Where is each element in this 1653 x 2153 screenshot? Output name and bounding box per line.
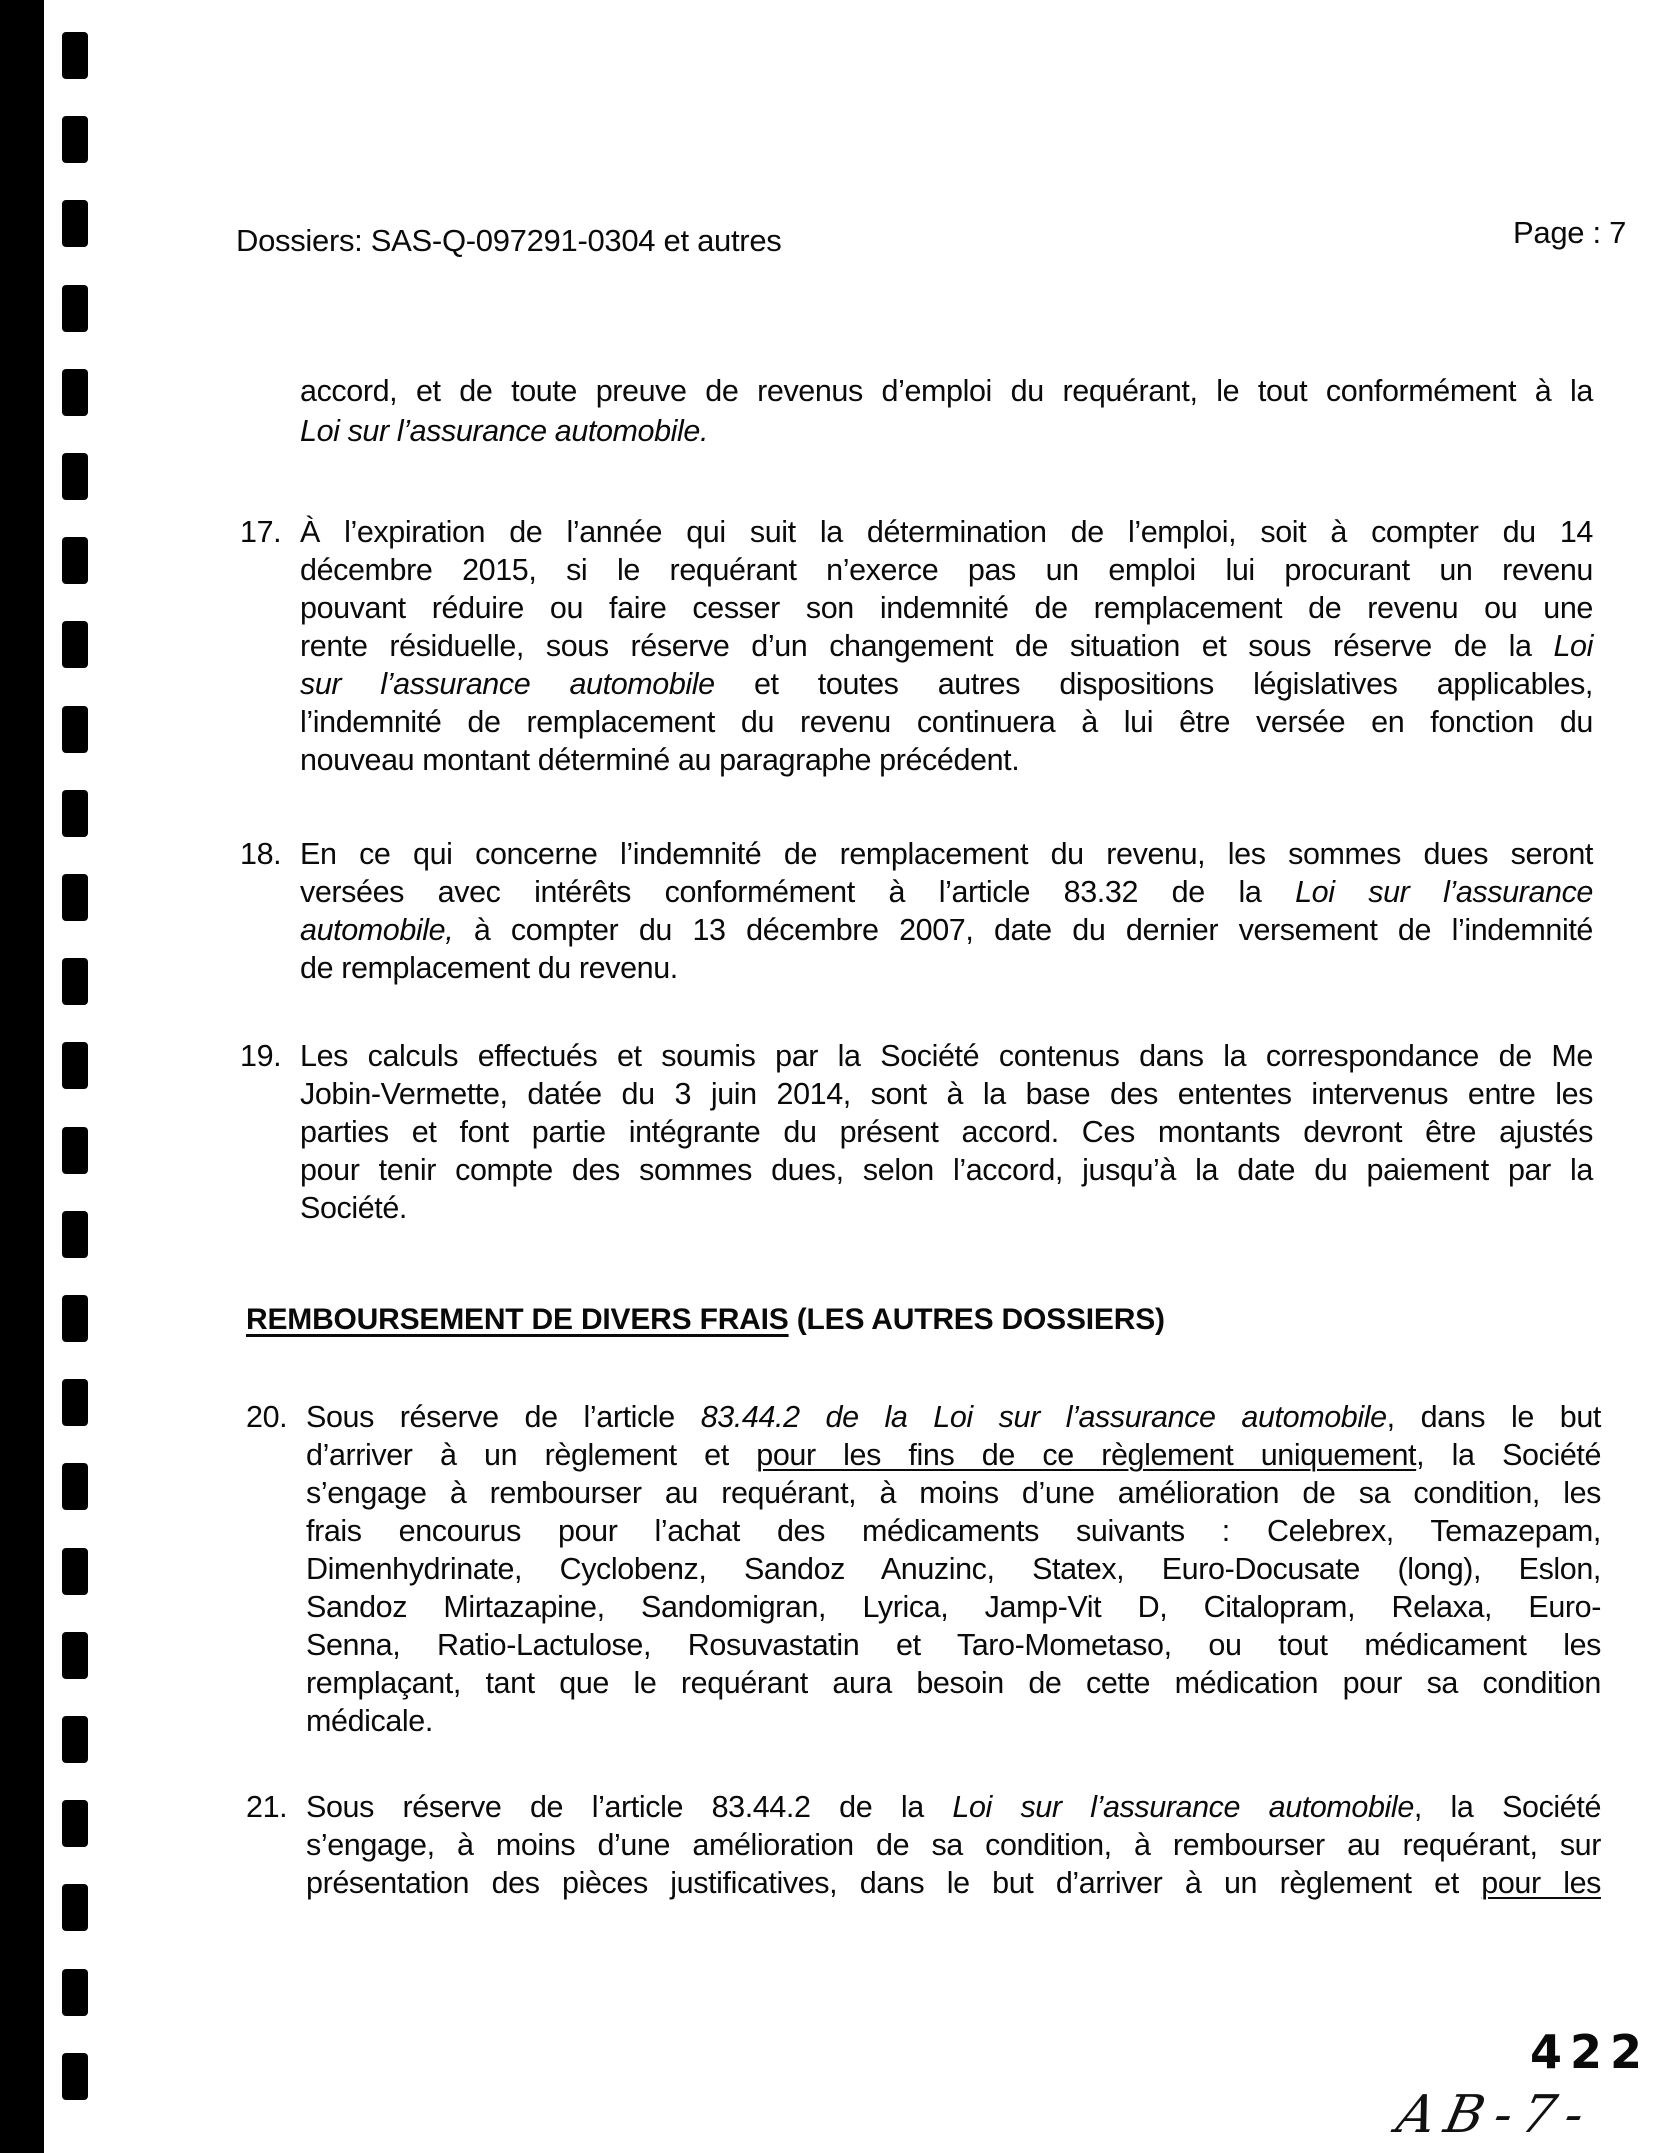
punch-hole bbox=[62, 1716, 88, 1763]
p18-line-4: de remplacement du revenu. bbox=[300, 951, 678, 985]
punch-hole bbox=[62, 621, 88, 668]
p20-line-5: Dimenhydrinate, Cyclobenz, Sandoz Anuzinc, Statex, Euro-Docusate (long), Eslon, bbox=[306, 1552, 1601, 1586]
punch-hole bbox=[62, 32, 88, 79]
punch-hole bbox=[62, 1800, 88, 1847]
punch-hole bbox=[62, 1127, 88, 1174]
punch-hole bbox=[62, 285, 88, 332]
p18-line-1: En ce qui concerne l’indemnité de remplacement du revenu, les sommes dues seront bbox=[300, 837, 1593, 871]
p20-line-3: s’engage à rembourser au requérant, à moins d’une amélioration de sa condition, les bbox=[306, 1476, 1601, 1510]
p19-line-2: Jobin-Vermette, datée du 3 juin 2014, sont à la base des ententes intervenus entre les bbox=[300, 1077, 1593, 1111]
paragraph-number-20: 20. bbox=[246, 1400, 288, 1434]
punch-hole bbox=[62, 1969, 88, 2016]
section-heading bbox=[246, 1303, 1165, 1337]
p17-line-2: décembre 2015, si le requérant n’exerce pas un emploi lui procurant un revenu bbox=[300, 553, 1593, 587]
punch-hole bbox=[62, 537, 88, 584]
p20-line-7: Senna, Ratio-Lactulose, Rosuvastatin et Taro-Mometaso, ou tout médicament les bbox=[306, 1628, 1601, 1662]
dossier-reference: Dossiers: SAS-Q-097291-0304 et autres bbox=[236, 223, 782, 258]
p19-line-4: pour tenir compte des sommes dues, selon l’accord, jusqu’à la date du paiement par la bbox=[300, 1153, 1593, 1187]
p21-line-3: présentation des pièces justificatives, dans le but d’arriver à un règlement et pour les bbox=[306, 1866, 1601, 1900]
p21-line-1: Sous réserve de l’article 83.44.2 de la Loi sur l’assurance automobile, la Société bbox=[306, 1790, 1602, 1824]
p17-line-6: l’indemnité de remplacement du revenu continuera à lui être versée en fonction du bbox=[300, 705, 1593, 739]
p18-line-2: versées avec intérêts conformément à l’article 83.32 de la Loi sur l’assurance bbox=[300, 875, 1593, 909]
section-heading-underlined: REMBOURSEMENT DE DIVERS FRAIS bbox=[246, 1303, 789, 1336]
punch-hole bbox=[62, 706, 88, 753]
page-stamp-number: 422 bbox=[1530, 2025, 1651, 2079]
handwritten-annotation: AB-7- bbox=[1391, 2085, 1600, 2145]
p17-line-4: rente résiduelle, sous réserve d’un changement de situation et sous réserve de la Loi bbox=[300, 629, 1593, 663]
law-title: Loi sur l’assurance automobile. bbox=[300, 414, 709, 448]
p17-line-7: nouveau montant déterminé au paragraphe précédent. bbox=[300, 743, 1020, 777]
p20-line-6: Sandoz Mirtazapine, Sandomigran, Lyrica, Jamp-Vit D, Citalopram, Relaxa, Euro- bbox=[306, 1590, 1601, 1624]
continuation-line-2 bbox=[300, 412, 708, 450]
p19-line-3: parties et font partie intégrante du présent accord. Ces montants devront être ajustés bbox=[300, 1115, 1593, 1149]
paragraph-number-19: 19. bbox=[240, 1039, 282, 1073]
paragraph-number-21: 21. bbox=[246, 1790, 288, 1824]
punch-hole bbox=[62, 1379, 88, 1426]
punch-hole bbox=[62, 1548, 88, 1595]
scan-binding-edge bbox=[0, 0, 44, 2153]
punch-hole bbox=[62, 369, 88, 416]
p17-line-1: À l’expiration de l’année qui suit la détermination de l’emploi, soit à compter du 14 bbox=[300, 515, 1593, 549]
punch-hole bbox=[62, 874, 88, 921]
p17-line-3: pouvant réduire ou faire cesser son indemnité de remplacement de revenu ou une bbox=[300, 591, 1593, 625]
punch-hole bbox=[62, 1463, 88, 1510]
paragraph-number-17: 17. bbox=[240, 515, 282, 549]
p20-line-8: remplaçant, tant que le requérant aura besoin de cette médication pour sa condition bbox=[306, 1666, 1601, 1700]
punch-hole bbox=[62, 1211, 88, 1258]
p18-line-3: automobile, à compter du 13 décembre 2007, date du dernier versement de l’indemnité bbox=[300, 913, 1593, 947]
punch-hole bbox=[62, 453, 88, 500]
p19-line-5: Société. bbox=[300, 1191, 408, 1225]
punch-hole bbox=[62, 116, 88, 163]
punch-hole bbox=[62, 1884, 88, 1931]
page-number: Page : 7 bbox=[1513, 215, 1627, 250]
p19-line-1: Les calculs effectués et soumis par la Société contenus dans la correspondance de Me bbox=[300, 1039, 1593, 1073]
punch-hole bbox=[62, 1632, 88, 1679]
p20-line-2: d’arriver à un règlement et pour les fins de ce règlement uniquement, la Société bbox=[306, 1438, 1602, 1472]
continuation-line-1: accord, et de toute preuve de revenus d’emploi du requérant, le tout conformément à la bbox=[300, 374, 1593, 408]
section-heading-rest: (LES AUTRES DOSSIERS) bbox=[788, 1303, 1165, 1336]
p21-line-2: s’engage, à moins d’une amélioration de sa condition, à rembourser au requérant, sur bbox=[306, 1828, 1601, 1862]
punch-hole bbox=[62, 958, 88, 1005]
p20-line-1: Sous réserve de l’article 83.44.2 de la Loi sur l’assurance automobile, dans le but bbox=[306, 1400, 1601, 1434]
punch-hole bbox=[62, 1042, 88, 1089]
paragraph-number-18: 18. bbox=[240, 837, 282, 871]
p20-line-9: médicale. bbox=[306, 1704, 433, 1738]
punch-hole bbox=[62, 2053, 88, 2100]
punch-hole bbox=[62, 200, 88, 247]
p20-line-4: frais encourus pour l’achat des médicaments suivants : Celebrex, Temazepam, bbox=[306, 1514, 1601, 1548]
punch-hole bbox=[62, 790, 88, 837]
p17-line-5: sur l’assurance automobile et toutes autres dispositions législatives applicables, bbox=[300, 667, 1594, 701]
punch-hole bbox=[62, 1295, 88, 1342]
